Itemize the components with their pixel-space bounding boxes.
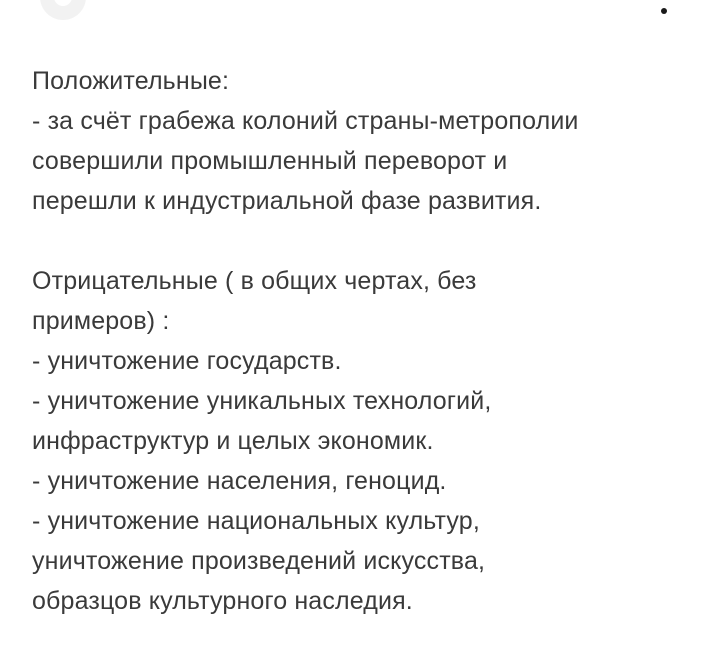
negative-line: - уничтожение уникальных технологий, xyxy=(32,387,492,415)
more-options-button[interactable] xyxy=(648,0,680,14)
positive-line: - за счёт грабежа колоний страны-метрополии xyxy=(32,107,579,135)
negative-line: уничтожение произведений искусства, xyxy=(32,547,486,575)
negative-line: - уничтожение национальных культур, xyxy=(32,507,480,535)
negative-line: - уничтожение населения, геноцид. xyxy=(32,467,447,495)
top-bar xyxy=(0,0,706,24)
paragraph-gap xyxy=(32,221,692,261)
negative-heading: Отрицательные ( в общих чертах, без xyxy=(32,267,477,295)
positive-heading: Положительные: xyxy=(32,67,230,95)
negative-line: - уничтожение государств. xyxy=(32,347,342,375)
more-options-icon xyxy=(661,8,667,14)
answer-text xyxy=(32,61,692,621)
negative-line: инфраструктур и целых экономик. xyxy=(32,427,434,455)
negative-heading: примеров) : xyxy=(32,307,170,335)
positive-line: перешли к индустриальной фазе развития. xyxy=(32,187,542,215)
positive-line: совершили промышленный переворот и xyxy=(32,147,508,175)
brand-logo-icon xyxy=(40,0,86,20)
negative-line: образцов культурного наследия. xyxy=(32,587,413,615)
